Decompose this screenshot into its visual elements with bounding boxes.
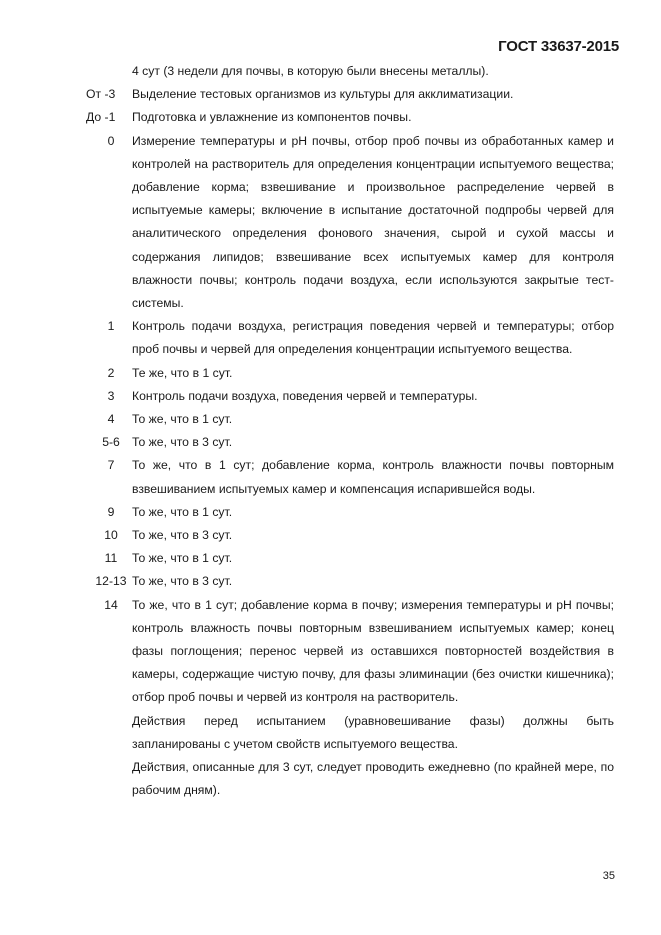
schedule-row bbox=[90, 130, 614, 316]
schedule-day: 12-13 bbox=[95, 574, 127, 589]
activity-paragraph: То же, что в 3 сут. bbox=[132, 528, 233, 543]
schedule-day: 4 bbox=[107, 412, 115, 427]
schedule-day: 1 bbox=[107, 319, 115, 334]
schedule-row bbox=[90, 501, 614, 524]
schedule-row bbox=[90, 315, 614, 361]
activity-paragraph: Контроль подачи воздуха, поведения червей и температуры. bbox=[132, 388, 478, 403]
activity-paragraph: Измерение температуры и рН почвы, отбор проб почвы из обработанных камер и контролей на растворитель для определения концентрации испытуемого вещества; добавление корма; взвешивание и произвольное распределение червей в испытуемые камеры; включение в испытание достаточной подпробы червей для аналитического определения фонового значения, сырой и сухой массы и содержания липидов; взвешивание всех испытуемых камер для контроля влажности почвы; контроль подачи воздуха, если используются закрытые тест-системы. bbox=[132, 133, 614, 311]
schedule-activity bbox=[132, 431, 614, 454]
schedule-day: До -1 bbox=[86, 110, 116, 125]
schedule-table bbox=[86, 60, 614, 803]
schedule-day: 9 bbox=[107, 504, 115, 519]
schedule-row bbox=[90, 594, 614, 803]
activity-paragraph: 4 сут (3 недели для почвы, в которую были внесены металлы). bbox=[132, 64, 489, 78]
activity-paragraph: То же, что в 3 сут. bbox=[132, 574, 233, 589]
schedule-activity bbox=[132, 547, 614, 570]
activity-paragraph: То же, что в 1 сут. bbox=[132, 504, 233, 519]
schedule-activity bbox=[132, 501, 614, 524]
schedule-activity bbox=[132, 594, 614, 803]
page-number: 35 bbox=[602, 870, 615, 882]
schedule-row bbox=[90, 454, 614, 500]
schedule-day: 5-6 bbox=[102, 435, 120, 450]
activity-paragraph: То же, что в 1 сут; добавление корма в почву; измерения температуры и рН почвы; контроль влажность почвы повторным взвешиванием испытуемых камер; конец фазы поглощения; перенос червей из оставшихся повторностей воздействия в камеры, содержащие чистую почву, для фазы элиминации (без очистки кишечника); отбор проб почвы и червей из контроля на растворитель. bbox=[132, 597, 614, 705]
schedule-row bbox=[90, 60, 614, 83]
activity-paragraph: Те же, что в 1 сут. bbox=[132, 365, 233, 380]
schedule-row bbox=[86, 83, 614, 106]
activity-paragraph: Действия перед испытанием (уравновешивание фазы) должны быть запланированы с учетом свойств испытуемого вещества. bbox=[132, 713, 614, 751]
schedule-activity bbox=[132, 83, 614, 106]
schedule-row bbox=[86, 106, 614, 129]
activity-paragraph: То же, что в 1 сут. bbox=[132, 551, 233, 566]
schedule-row bbox=[90, 408, 614, 431]
activity-paragraph: Выделение тестовых организмов из культуры для акклиматизации. bbox=[132, 87, 514, 102]
schedule-activity bbox=[132, 106, 614, 129]
schedule-activity bbox=[132, 130, 614, 316]
schedule-activity bbox=[132, 570, 614, 593]
schedule-row bbox=[90, 547, 614, 570]
schedule-activity bbox=[132, 60, 614, 83]
schedule-row bbox=[90, 431, 614, 454]
schedule-activity bbox=[132, 524, 614, 547]
schedule-day: 0 bbox=[107, 133, 115, 148]
schedule-day bbox=[90, 60, 132, 83]
activity-paragraph: То же, что в 1 сут; добавление корма, контроль влажности почвы повторным взвешиванием испытуемых камер и компенсация испарившейся воды. bbox=[132, 458, 614, 496]
schedule-row bbox=[90, 362, 614, 385]
activity-paragraph: Контроль подачи воздуха, регистрация поведения червей и температуры; отбор проб почвы и червей для определения концентрации испытуемого вещества. bbox=[132, 319, 614, 357]
schedule-day: 11 bbox=[104, 551, 118, 566]
activity-paragraph: Подготовка и увлажнение из компонентов почвы. bbox=[132, 110, 412, 125]
schedule-day: 14 bbox=[104, 597, 118, 612]
schedule-activity bbox=[132, 454, 614, 500]
schedule-row bbox=[90, 570, 614, 593]
schedule-row bbox=[90, 524, 614, 547]
schedule-activity bbox=[132, 385, 614, 408]
schedule-day: 10 bbox=[104, 528, 118, 543]
schedule-day: 3 bbox=[107, 388, 115, 403]
schedule-activity bbox=[132, 408, 614, 431]
activity-paragraph: То же, что в 1 сут. bbox=[132, 412, 233, 427]
schedule-row bbox=[90, 385, 614, 408]
schedule-day: 2 bbox=[107, 365, 115, 380]
activity-paragraph: То же, что в 3 сут. bbox=[132, 435, 233, 450]
schedule-activity bbox=[132, 362, 614, 385]
schedule-activity bbox=[132, 315, 614, 361]
document-code: ГОСТ 33637-2015 bbox=[498, 38, 619, 55]
schedule-day: 7 bbox=[107, 458, 115, 473]
schedule-day: От -3 bbox=[86, 87, 116, 102]
activity-paragraph: Действия, описанные для 3 сут, следует проводить ежедневно (по крайней мере, по рабочим дням). bbox=[132, 760, 614, 798]
